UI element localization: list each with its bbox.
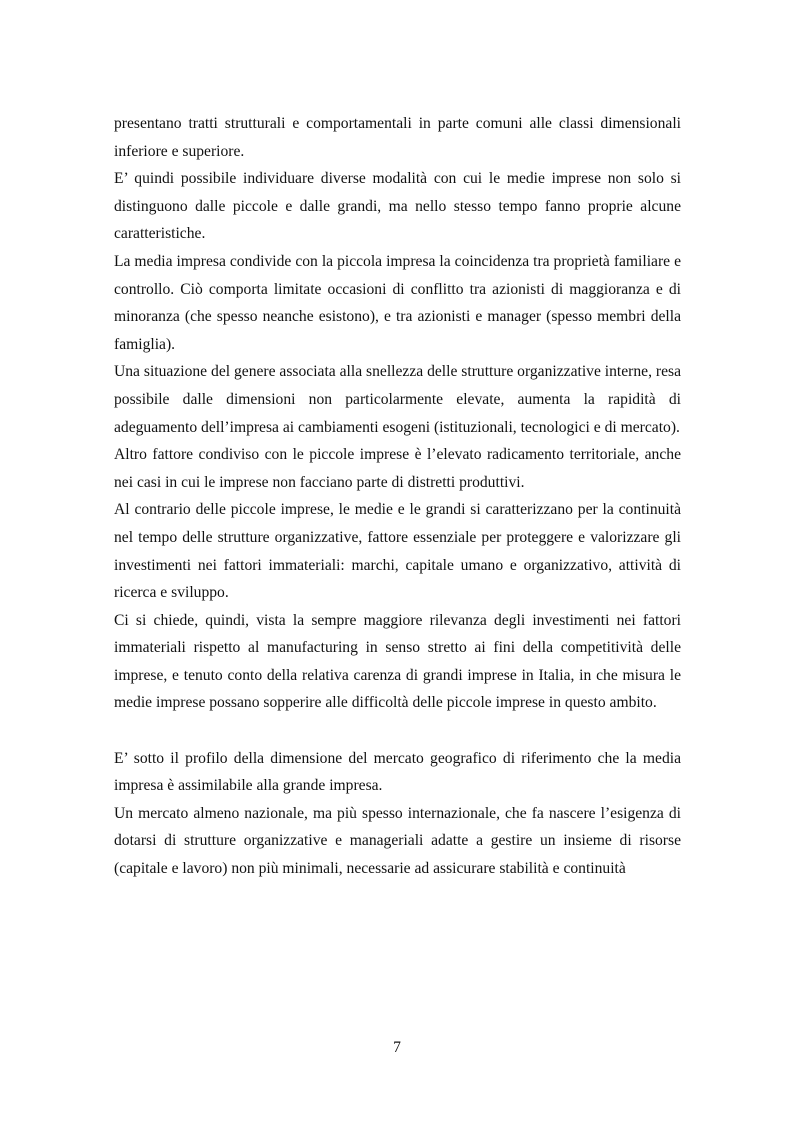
paragraph-7: Ci si chiede, quindi, vista la sempre maggiore rilevanza degli investimenti nei fattori immateriali rispetto al manufacturing in senso stretto ai fini della competitività delle imprese, e tenuto conto della relativa carenza di grandi imprese in Italia, in che misura le medie imprese possano sopperire alle difficoltà delle piccole imprese in questo ambito.	[114, 611, 681, 712]
paragraph-3: La media impresa condivide con la piccola impresa la coincidenza tra proprietà familiare e controllo. Ciò comporta limitate occasioni di conflitto tra azionisti di maggioranza e di minoranza (che spesso neanche esistono), e tra azionisti e manager (spesso membri della famiglia).	[114, 252, 681, 353]
paragraph-1: presentano tratti strutturali e comportamentali in parte comuni alle classi dimensionali inferiore e superiore.	[114, 115, 681, 160]
body-text	[114, 110, 681, 883]
paragraph-8: E’ sotto il profilo della dimensione del mercato geografico di riferimento che la media impresa è assimilabile alla grande impresa.	[114, 749, 681, 795]
paragraph-4: Una situazione del genere associata alla snellezza delle strutture organizzative interne, resa possibile dalle dimensioni non particolarmente elevate, aumenta la rapidità di adeguamento dell’impresa ai cambiamenti esogeni (istituzionali, tecnologici e di mercato).	[114, 363, 681, 436]
paragraph-2: E’ quindi possibile individuare diverse modalità con cui le medie imprese non solo si distinguono dalle piccole e dalle grandi, ma nello stesso tempo fanno proprie alcune caratteristiche.	[114, 170, 681, 243]
paragraph-6: Al contrario delle piccole imprese, le medie e le grandi si caratterizzano per la continuità nel tempo delle strutture organizzative, fattore essenziale per proteggere e valorizzare gli investimenti nei fattori immateriali: marchi, capitale umano e organizzativo, attività di ricerca e sviluppo.	[114, 501, 681, 602]
page-number: 7	[393, 1039, 401, 1056]
paragraph-5: Altro fattore condiviso con le piccole imprese è l’elevato radicamento territoriale, anche nei casi in cui le imprese non facciano parte di distretti produttivi.	[114, 446, 681, 491]
paragraph-spacer	[114, 717, 681, 745]
paragraph-9: Un mercato almeno nazionale, ma più spesso internazionale, che fa nascere l’esigenza di dotarsi di strutture organizzative e manageriali adatte a gestire un insieme di risorse (capitale e lavoro) non più minimali, necessarie ad assicurare stabilità e continuità	[114, 804, 681, 878]
